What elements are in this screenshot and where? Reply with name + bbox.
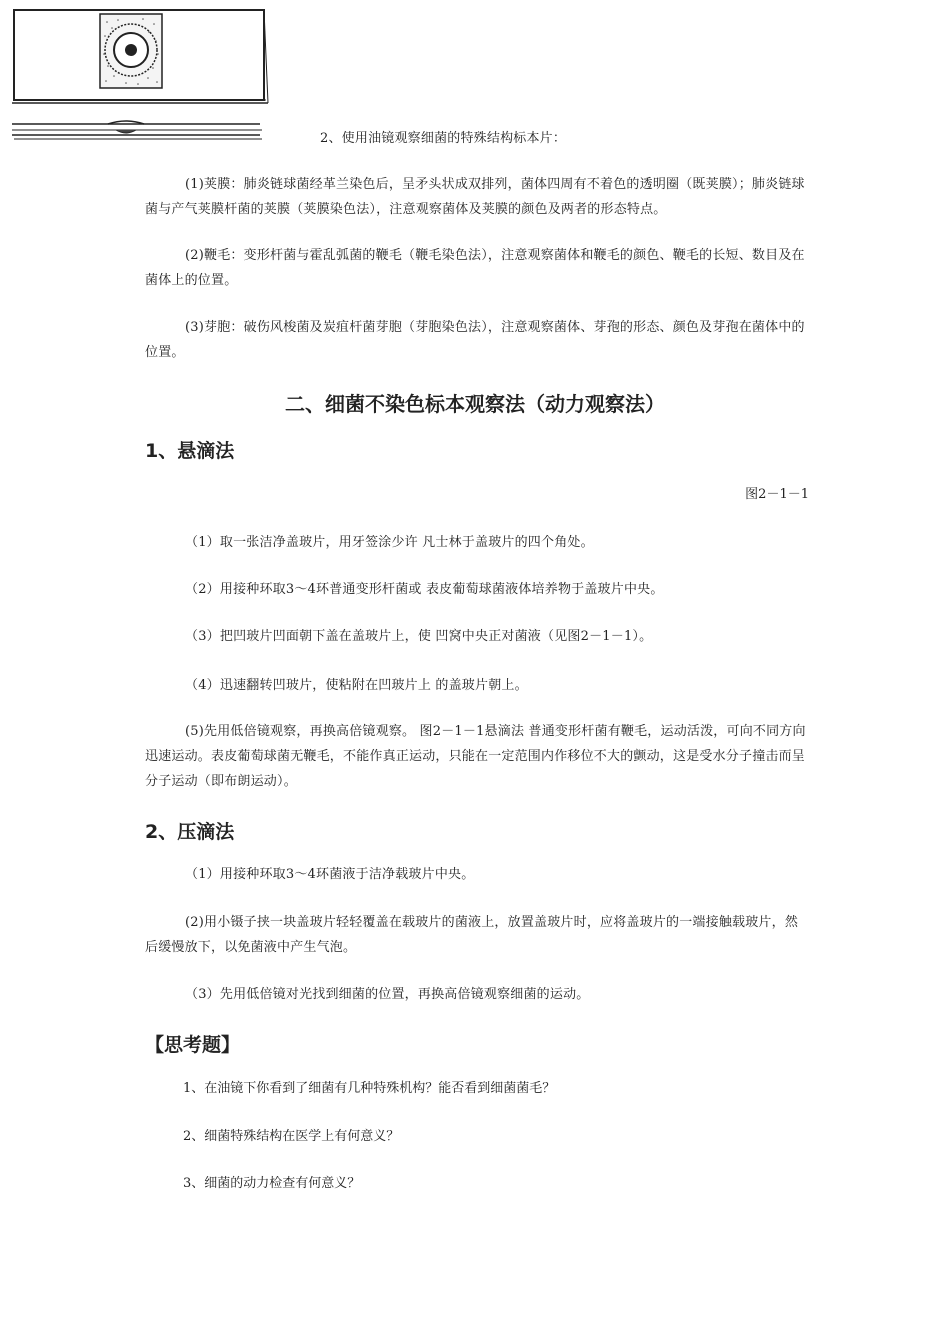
hanging-drop-step-5: (5)先用低倍镜观察，再换高倍镜观察。 图2－1－1悬滴法 普通变形杆菌有鞭毛，运动活泼，可向不同方向迅速运动。表皮葡萄球菌无鞭毛，不能作真正运动，只能在一定范围内作移位不大的颤动，这是受水分子撞击而呈分子运动（即布朗运动）。	[145, 724, 806, 789]
figure-caption: 2、使用油镜观察细菌的特殊结构标本片：	[320, 131, 567, 146]
paragraph-capsule: (1)荚膜：肺炎链球菌经革兰染色后，呈矛头状成双排列，菌体四周有不着色的透明圈（既荚膜）；肺炎链球菌与产气荚膜杆菌的荚膜（荚膜染色法），注意观察菌体及荚膜的颜色及两者的形态特点。	[145, 177, 805, 217]
hanging-drop-slide-illustration	[8, 6, 270, 142]
hanging-drop-step-4: （4）迅速翻转凹玻片，使粘附在凹玻片上 的盖玻片朝上。	[185, 678, 528, 693]
question-2: 2、细菌特殊结构在医学上有何意义？	[183, 1129, 400, 1144]
heading-hanging-drop: 1、悬滴法	[145, 440, 235, 462]
paragraph-spore: (3)芽胞：破伤风梭菌及炭疽杆菌芽胞（芽胞染色法），注意观察菌体、芽孢的形态、颜色及芽孢在菌体中的位置。	[145, 320, 805, 360]
hanging-drop-step-3: （3）把凹玻片凹面朝下盖在盖玻片上，使 凹窝中央正对菌液（见图2－1－1）。	[185, 629, 653, 644]
press-drop-step-2: (2)用小镊子挟一块盖玻片轻轻覆盖在载玻片的菌液上，放置盖玻片时，应将盖玻片的一端接触载玻片，然后缓慢放下，以免菌液中产生气泡。	[145, 915, 799, 955]
figure-reference: 图2－1－1	[745, 487, 809, 502]
question-1: 1、在油镜下你看到了细菌有几种特殊机构？能否看到细菌菌毛？	[183, 1081, 556, 1096]
press-drop-step-1: （1）用接种环取3～4环菌液于洁净载玻片中央。	[185, 867, 475, 882]
heading-questions: 【思考题】	[145, 1034, 241, 1056]
heading-press-drop: 2、压滴法	[145, 821, 235, 843]
paragraph-flagella: (2)鞭毛：变形杆菌与霍乱弧菌的鞭毛（鞭毛染色法），注意观察菌体和鞭毛的颜色、鞭毛的长短、数目及在菌体上的位置。	[145, 248, 805, 288]
section-title: 二、细菌不染色标本观察法（动力观察法）	[285, 392, 665, 416]
hanging-drop-step-2: （2）用接种环取3～4环普通变形杆菌或 表皮葡萄球菌液体培养物于盖玻片中央。	[185, 582, 664, 597]
hanging-drop-step-1: （1）取一张洁净盖玻片，用牙签涂少许 凡士林于盖玻片的四个角处。	[185, 535, 594, 550]
question-3: 3、细菌的动力检查有何意义？	[183, 1176, 361, 1191]
press-drop-step-3: （3）先用低倍镜对光找到细菌的位置，再换高倍镜观察细菌的运动。	[185, 987, 590, 1002]
